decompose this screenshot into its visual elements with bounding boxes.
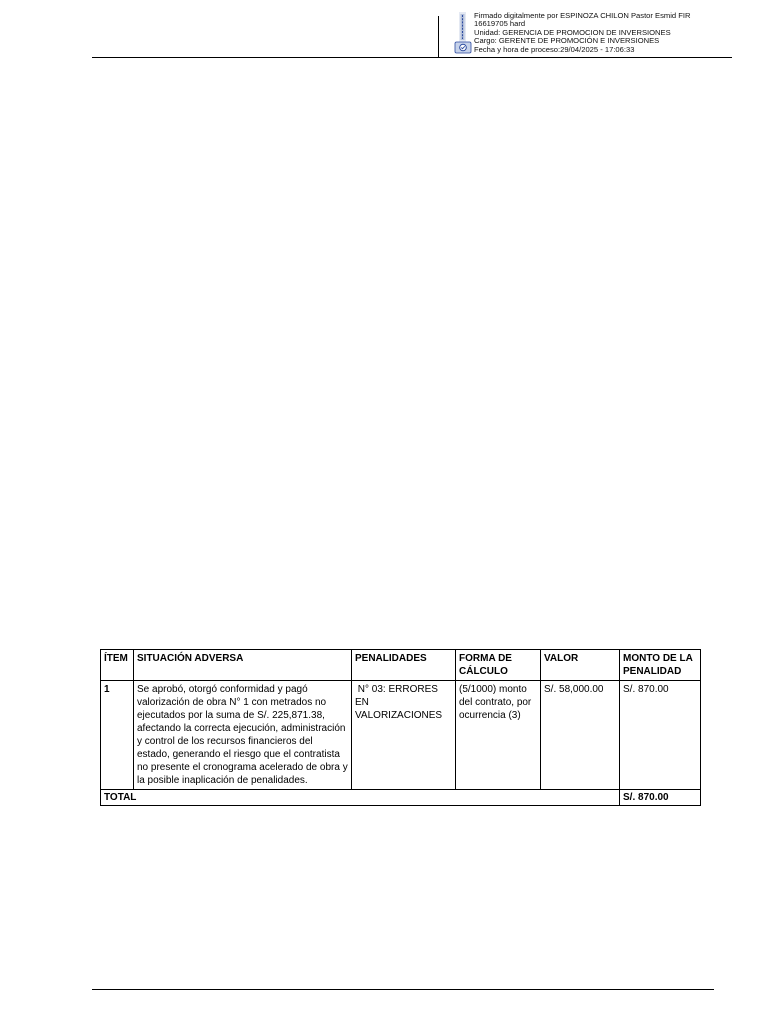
column-header-amount: MONTO DE LA PENALIDAD: [620, 650, 701, 681]
column-header-calculation: FORMA DE CÁLCULO: [456, 650, 541, 681]
signature-position-line: Cargo: GERENTE DE PROMOCIÓN E INVERSIONES: [474, 36, 660, 46]
footer-rule: [92, 989, 714, 990]
cell-value: S/. 58,000.00: [541, 681, 620, 790]
signature-block: [474, 12, 744, 54]
digital-signature-seal-icon: [454, 12, 472, 54]
cell-calculation: (5/1000) monto del contrato, por ocurrencia (3): [456, 681, 541, 790]
header-rule: [92, 57, 732, 58]
table-header-row: [101, 650, 701, 681]
signature-unit-line: Unidad: GERENCIA DE PROMOCION DE INVERSIONES: [474, 27, 671, 37]
cell-situation: Se aprobó, otorgó conformidad y pagó valorización de obra N° 1 con metrados no ejecutados por la suma de S/. 225,871.38, afectando la correcta ejecución, administración y control de los recursos financieros del estado, generando el riesgo que el contratista no presente el cronograma acelerado de obra y la posible inaplicación de penalidades.: [134, 681, 352, 790]
cell-amount: S/. 870.00: [620, 681, 701, 790]
total-amount: S/. 870.00: [620, 790, 701, 806]
cell-item: 1: [101, 681, 134, 790]
column-header-value: VALOR: [541, 650, 620, 681]
table-row: [101, 681, 701, 790]
cell-penalty: N° 03: ERRORES EN VALORIZACIONES: [352, 681, 456, 790]
signature-timestamp-line: Fecha y hora de proceso:29/04/2025 - 17:06:33: [474, 44, 635, 54]
column-header-penalties: PENALIDADES: [352, 650, 456, 681]
column-header-situation: SITUACIÓN ADVERSA: [134, 650, 352, 681]
total-row: [101, 790, 701, 806]
column-header-item: ÍTEM: [101, 650, 134, 681]
signature-signer-line: Firmado digitalmente por ESPINOZA CHILON Pastor Esmid FIR: [474, 11, 691, 20]
signature-id-line: 16619705 hard: [474, 19, 526, 29]
header-divider: [438, 16, 439, 58]
penalty-table: [100, 649, 701, 806]
total-label: TOTAL: [101, 790, 620, 806]
